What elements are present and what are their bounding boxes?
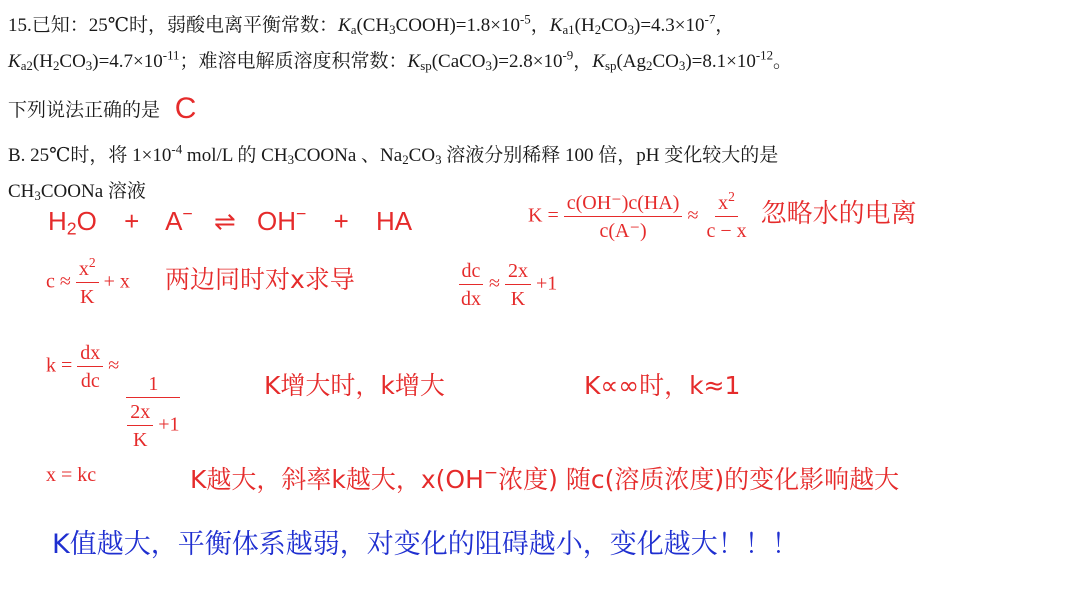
question-prompt-line <box>8 90 196 124</box>
question-intro: 15.已知：25℃时，弱酸电离平衡常数： <box>8 15 339 36</box>
question-line-1: 15.已知：25℃时，弱酸电离平衡常数：$K_a(CH_3COOH)=1.8\times 10^{-5}$，$K_{a1}(H_2CO_3)=4.3\times 10^{-7}$， <box>8 11 735 38</box>
option-b-line-2: $CH_3COONa$ 溶液 <box>8 181 146 204</box>
k-larger-note: K越大，斜率k越大，x(OH−浓度) 随c(溶质浓度)的变化影响越大 <box>190 462 900 494</box>
ignore-water-note: 忽略水的电离 <box>760 198 917 229</box>
k-fraction: $\frac{c(OH^-)c(HA)}{c(A^-)}$ <box>564 192 683 242</box>
k-approx-fraction: $\frac{x^2}{c - x}$ <box>706 188 747 242</box>
derivative-expression: $\frac{dc}{dx}$ ≈ $\frac{2x}{K}$ +1 <box>458 260 557 310</box>
x-kc-expression: x = kc <box>46 464 97 486</box>
question-prompt: 下列说法正确的是 <box>8 100 161 121</box>
option-b-line-1: B. 25℃时，将 $1\times 10^{-4}$ mol/L 的 $CH_3COONa$ 、$Na_2CO_3$ 溶液分别稀释 100 倍，pH 变化较大的是 <box>8 141 779 168</box>
derive-note: 两边同时对x求导 <box>164 264 355 294</box>
conclusion-note: K值越大，平衡体系越弱，对变化的阻碍越小，变化越大！！！ <box>52 529 799 560</box>
answer-letter: C <box>174 92 197 125</box>
k-infinity-note: K∝∞时，k≈1 <box>584 371 741 400</box>
equilibrium-arrow-icon: ⇌ <box>213 206 236 236</box>
k-increase-note: K增大时，k增大 <box>264 371 445 400</box>
hydrolysis-equation: $H_2O + A^-$ ⇌ OH− + HA <box>48 203 413 239</box>
question-line-2: $K_{a2}(H_2CO_3)=4.7\times 10^{-11}$；难溶电解质溶度积常数：$K_{sp}(CaCO_3)=2.8\times 10^{-9}$，$K_{sp}(Ag_2CO_3)=8.1\times 10^{-12}$。 <box>8 47 793 74</box>
slope-expression: k = $\frac{dx}{dc}$ ≈ 1 $\frac{2x}{K}$ +1 <box>46 342 180 451</box>
k-expression: K = $\frac{c(OH^-)c(HA)}{c(A^-)}$ ≈ $\frac{x^2}{c - x}$ 忽略水的电离 <box>528 188 917 242</box>
c-expression: c ≈ $\frac{x^2}{K}$ + x 两边同时对x求导 <box>46 254 355 308</box>
